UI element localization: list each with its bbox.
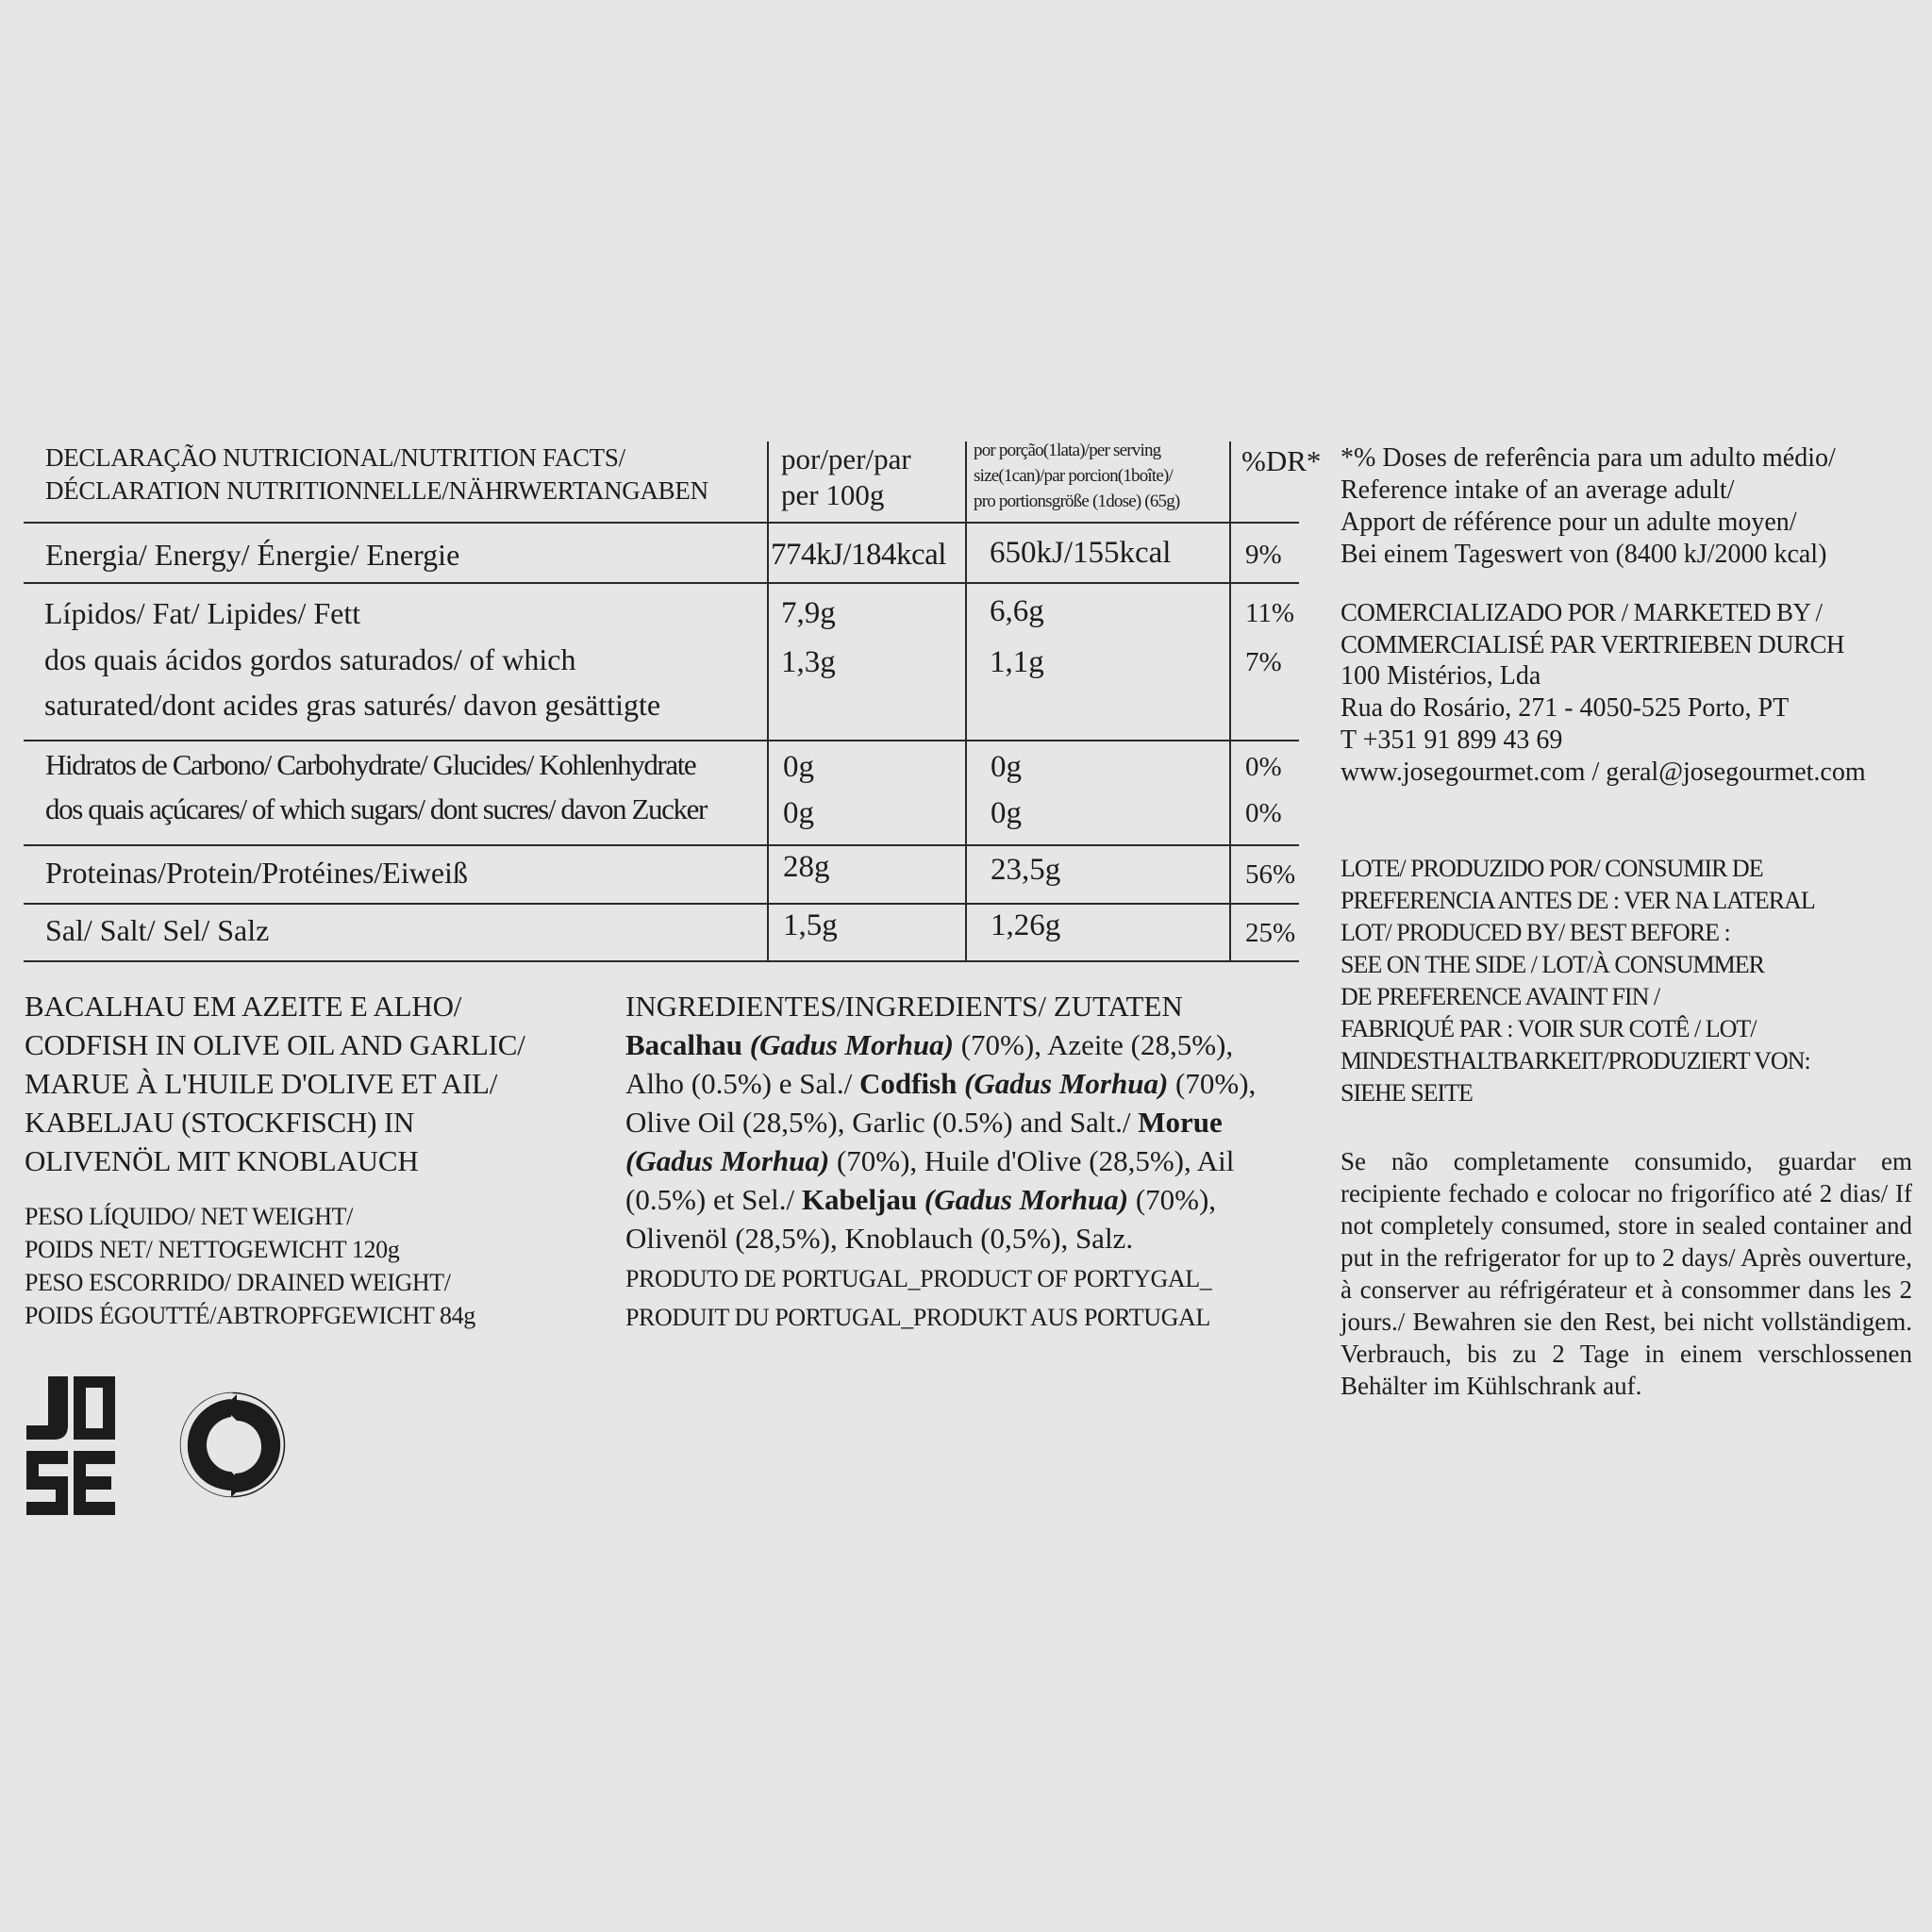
ingredient-species: (Gadus Morhua) [964,1067,1169,1100]
table-rule [24,960,1299,962]
per-serving-header-line: por porção(1lata)/per serving [974,441,1161,460]
weight-line: PESO ESCORRIDO/ DRAINED WEIGHT/ [25,1269,451,1296]
nutrition-title [45,441,708,508]
salt-label: Sal/ Salt/ Sel/ Salz [45,913,270,947]
ingredient-fish-name: Morue [1138,1106,1223,1139]
product-name-line: OLIVENÖL MIT KNOBLAUCH [25,1144,419,1177]
lot-line: MINDESTHALTBARKEIT/PRODUZIERT VON: [1341,1047,1810,1074]
fat-per100: 7,9g [781,596,836,630]
origin-line: PRODUTO DE PORTUGAL_PRODUCT OF PORTYGAL_ [625,1265,1212,1292]
salt-dr: 25% [1245,918,1296,948]
saturated-serving: 1,1g [990,645,1044,679]
lot-line: PREFERENCIA ANTES DE : VER NA LATERAL [1341,887,1815,914]
carbohydrate-per100: 0g [783,750,814,784]
ingredient-species: (Gadus Morhua) [625,1144,830,1177]
table-rule [24,522,1299,524]
product-name-line: MARUE À L'HUILE D'OLIVE ET AIL/ [25,1067,498,1100]
reference-line: Bei einem Tageswert von (8400 kJ/2000 kcal) [1341,540,1827,569]
marketed-by-heading: COMERCIALIZADO POR / MARKETED BY / [1341,598,1823,626]
ingredient-text: (70%), Olive Oil (28,5%), Garlic (0.5%) and Salt./ [625,1067,1257,1139]
green-dot-recycling-mark [178,1391,287,1499]
marketed-by-block [1341,596,1916,789]
company-phone: T +351 91 899 43 69 [1341,725,1563,755]
carbohydrate-dr: 0% [1245,752,1282,782]
product-name-line: BACALHAU EM AZEITE E ALHO/ [25,990,462,1023]
carbohydrate-serving: 0g [991,750,1022,784]
product-name-line: KABELJAU (STOCKFISCH) IN [25,1106,415,1139]
green-dot-recycling-icon [178,1391,287,1499]
saturated-label-cont: saturated/dont acides gras saturés/ davon gesättigte [44,688,661,722]
sugars-label: dos quais açúcares/ of which sugars/ dont sucres/ davon Zucker [45,792,707,825]
saturated-dr: 7% [1245,647,1282,677]
lot-best-before-block [1341,853,1916,1109]
sugars-dr: 0% [1245,798,1282,828]
ingredient-fish-name: Bacalhau [625,1028,743,1061]
table-column-rule [1229,441,1231,962]
fat-dr: 11% [1245,598,1295,628]
origin-line: PRODUIT DU PORTUGAL_PRODUKT AUS PORTUGAL [625,1304,1210,1331]
table-column-rule [767,441,769,962]
ingredient-text: (70%), Olivenöl (28,5%), Knoblauch (0,5%), Salz. [625,1183,1217,1255]
company-address: Rua do Rosário, 271 - 4050-525 Porto, PT [1341,693,1790,723]
saturated-label: dos quais ácidos gordos saturados/ of which [44,642,576,676]
lot-line: SIEHE SEITE [1341,1079,1473,1107]
lot-line: LOT/ PRODUCED BY/ BEST BEFORE : [1341,919,1730,946]
ingredients-list [625,1025,1286,1257]
reference-line: Apport de référence pour un adulte moyen/ [1341,508,1797,537]
company-web-email: www.josegourmet.com / geral@josegourmet.com [1341,758,1866,787]
energy-dr: 9% [1245,540,1282,570]
net-weight-block [25,1200,475,1332]
sugars-per100: 0g [783,796,814,830]
per-100g-header-line: per 100g [781,478,885,511]
ingredient-text: (70%), Azeite (28,5%), Alho (0.5%) e Sal./ [625,1028,1234,1100]
table-rule [24,844,1299,846]
protein-label: Proteinas/Protein/Protéines/Eiweiß [45,856,468,890]
ingredients-title: INGREDIENTES/INGREDIENTS/ ZUTATEN [625,990,1183,1023]
jose-logo [24,1374,118,1517]
protein-serving: 23,5g [991,853,1061,887]
per-serving-header [974,438,1179,514]
per-serving-header-line: size(1can)/par porcion(1boîte)/ [974,466,1174,486]
energy-label: Energia/ Energy/ Énergie/ Energie [45,538,460,572]
nutrition-title-line: DECLARAÇÃO NUTRICIONAL/NUTRITION FACTS/ [45,443,625,472]
weight-line: POIDS ÉGOUTTÉ/ABTROPFGEWICHT 84g [25,1302,475,1329]
weight-line: PESO LÍQUIDO/ NET WEIGHT/ [25,1203,353,1230]
fat-serving: 6,6g [990,594,1044,628]
reference-intake-note [1341,442,1916,571]
saturated-per100: 1,3g [781,645,836,679]
protein-per100: 28g [783,850,830,884]
lot-line: FABRIQUÉ PAR : VOIR SUR COTÊ / LOT/ [1341,1015,1757,1042]
nutrition-table [24,441,1322,962]
marketed-by-heading: COMMERCIALISÉ PAR VERTRIEBEN DURCH [1341,630,1844,658]
reference-line: *% Doses de referência para um adulto médio/ [1341,443,1836,473]
reference-line: Reference intake of an average adult/ [1341,475,1735,505]
storage-instructions: Se não completamente consumido, guardar em recipiente fechado e colocar no frigorífico até 2 dias/ If not completely consumed, store in sealed container and put in the refrigerator for up to 2 days/ Après ouverture, à conserver au réfrigérateur et à consommer dans les 2 jours./ Bewahren sie den Rest, bei nicht vollständigem. Verbrauch, bis zu 2 Tage in einem verschlossenen Behälter im Kühlschrank auf. [1341,1147,1912,1400]
fat-label: Lípidos/ Fat/ Lipides/ Fett [44,596,361,630]
product-name-line: CODFISH IN OLIVE OIL AND GARLIC/ [25,1028,525,1061]
energy-per100: 774kJ/184kcal [771,538,946,572]
weight-line: POIDS NET/ NETTOGEWICHT 120g [25,1236,400,1263]
table-column-rule [965,441,967,962]
ingredient-fish-name: Codfish [858,1067,958,1100]
salt-per100: 1,5g [783,908,838,942]
ingredients-block [625,987,1286,1337]
protein-dr: 56% [1245,859,1296,890]
energy-serving: 650kJ/155kcal [990,536,1172,570]
ingredient-text: (70%), Huile d'Olive (28,5%), Ail (0.5%) et Sel./ [625,1144,1235,1216]
product-name [25,987,525,1180]
ingredient-fish-name: Kabeljau [801,1183,918,1216]
per-serving-header-line: pro portionsgröße (1dose) (65g) [974,491,1180,511]
lot-line: DE PREFERENCE AVAINT FIN / [1341,983,1660,1010]
ingredient-species: (Gadus Morhua) [924,1183,1129,1216]
company-name: 100 Mistérios, Lda [1341,661,1541,691]
table-rule [24,740,1299,741]
dr-header: %DR* [1241,444,1322,477]
per-100g-header-line: por/per/par [781,442,911,475]
carbohydrate-label: Hidratos de Carbono/ Carbohydrate/ Glucides/ Kohlenhydrate [45,748,696,781]
table-rule [24,903,1299,905]
lot-line: SEE ON THE SIDE / LOT/À CONSUMMER [1341,951,1764,978]
table-rule [24,582,1299,584]
nutrition-title-line: DÉCLARATION NUTRITIONNELLE/NÄHRWERTANGABEN [45,476,708,505]
lot-line: LOTE/ PRODUZIDO POR/ CONSUMIR DE [1341,855,1763,882]
salt-serving: 1,26g [991,908,1061,942]
sugars-serving: 0g [991,796,1022,830]
jose-logo-mark [24,1374,118,1517]
ingredient-species: (Gadus Morhua) [749,1028,954,1061]
per-100g-header [781,441,911,513]
